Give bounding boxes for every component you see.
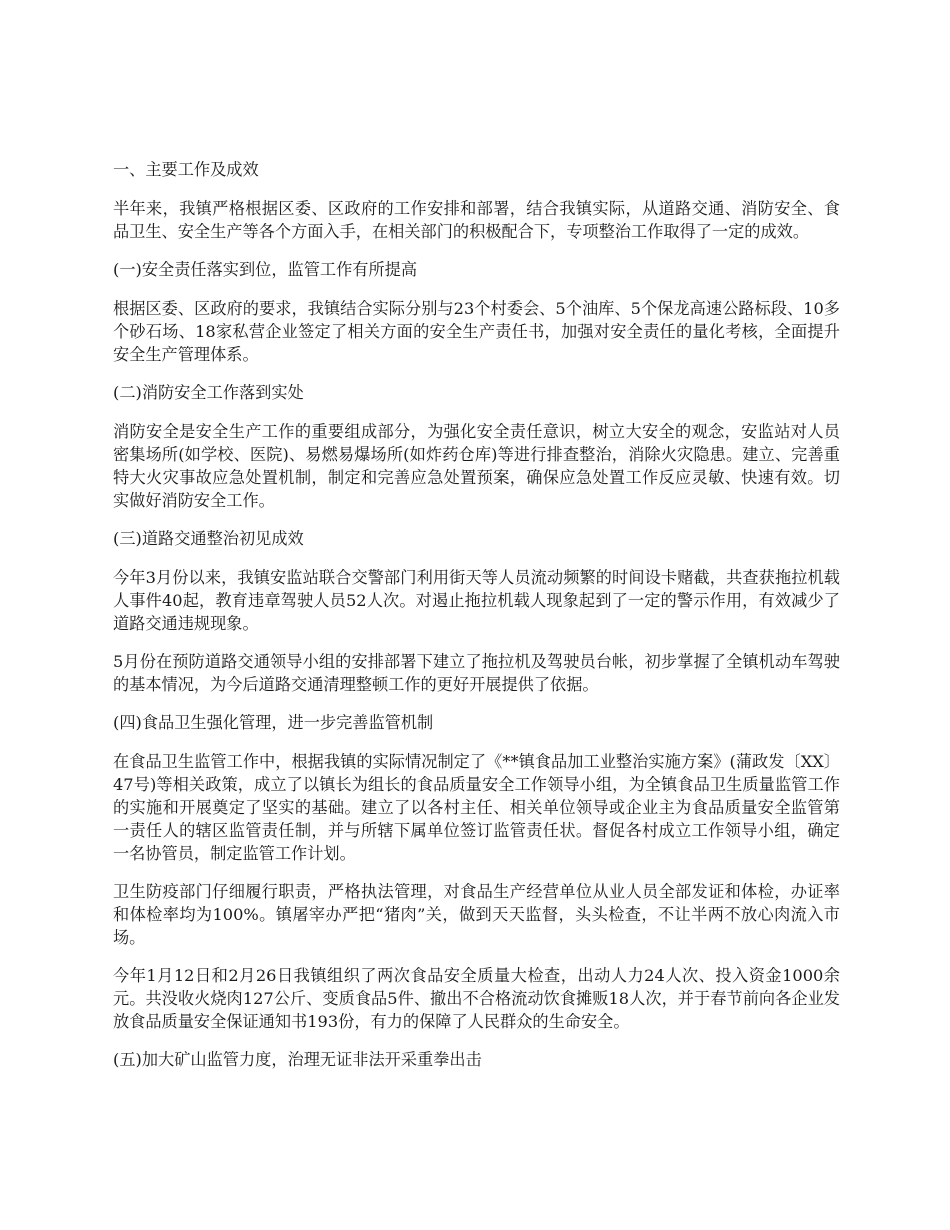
document-page (113, 158, 840, 1087)
section-heading-main: 一、主要工作及成效 (113, 160, 259, 179)
paragraph-food-2: 卫生防疫部门仔细履行职责，严格执法管理，对食品生产经营单位从业人员全部发证和体检，办证率和体检率均为100%。镇屠宰办严把“猪肉”关，做到天天监督，头头检查，不让半两不放心肉流入市场。 (113, 882, 840, 947)
paragraph-traffic-2: 5月份在预防道路交通领导小组的安排部署下建立了拖拉机及驾驶员台帐，初步掌握了全镇机动车驾驶的基本情况，为今后道路交通清理整顿工作的更好开展提供了依据。 (113, 652, 840, 694)
paragraph-food-1: 在食品卫生监管工作中，根据我镇的实际情况制定了《**镇食品加工业整治实施方案》(蒲政发〔XX〕47号)等相关政策，成立了以镇长为组长的食品质量安全工作领导小组，为全镇食品卫生质量监管工作的实施和开展奠定了坚实的基础。建立了以各村主任、相关单位领导或企业主为食品质量安全监管第一责任人的辖区监管责任制，并与所辖下属单位签订监管责任状。督促各村成立工作领导小组，确定一名协管员，制定监管工作计划。 (113, 752, 840, 863)
section-heading-4: (四)食品卫生强化管理，进一步完善监管机制 (113, 713, 434, 732)
section-heading-1: (一)安全责任落实到位，监管工作有所提高 (113, 260, 418, 279)
paragraph-intro: 半年来，我镇严格根据区委、区政府的工作安排和部署，结合我镇实际，从道路交通、消防安全、食品卫生、安全生产等各个方面入手，在相关部门的积极配合下，专项整治工作取得了一定的成效。 (113, 199, 840, 241)
paragraph-traffic-1: 今年3月份以来，我镇安监站联合交警部门利用街天等人员流动频繁的时间设卡赌截，共查获拖拉机载人事件40起，教育违章驾驶人员52人次。对遏止拖拉机载人现象起到了一定的警示作用，有效减少了道路交通违规现象。 (113, 568, 840, 633)
section-heading-2: (二)消防安全工作落到实处 (113, 383, 304, 402)
paragraph-fire-safety: 消防安全是安全生产工作的重要组成部分，为强化安全责任意识，树立大安全的观念，安监站对人员密集场所(如学校、医院)、易燃易爆场所(如炸药仓库)等进行排查整治，消除火灾隐患。建立、完善重特大火灾事故应急处置机制，制定和完善应急处置预案，确保应急处置工作反应灵敏、快速有效。切实做好消防安全工作。 (113, 422, 840, 510)
section-heading-3: (三)道路交通整治初见成效 (113, 529, 304, 548)
paragraph-safety-responsibility: 根据区委、区政府的要求，我镇结合实际分别与23个村委会、5个油库、5个保龙高速公路标段、10多个砂石场、18家私营企业签定了相关方面的安全生产责任书，加强对安全责任的量化考核，全面提升安全生产管理体系。 (113, 299, 840, 364)
paragraph-food-3: 今年1月12日和2月26日我镇组织了两次食品安全质量大检查，出动人力24人次、投入资金1000余元。共没收火烧肉127公斤、变质食品5件、撤出不合格流动饮食摊贩18人次，并于春节前向各企业发放食品质量安全保证通知书193份，有力的保障了人民群众的生命安全。 (113, 966, 840, 1031)
section-heading-5: (五)加大矿山监管力度，治理无证非法开采重拳出击 (113, 1050, 482, 1069)
